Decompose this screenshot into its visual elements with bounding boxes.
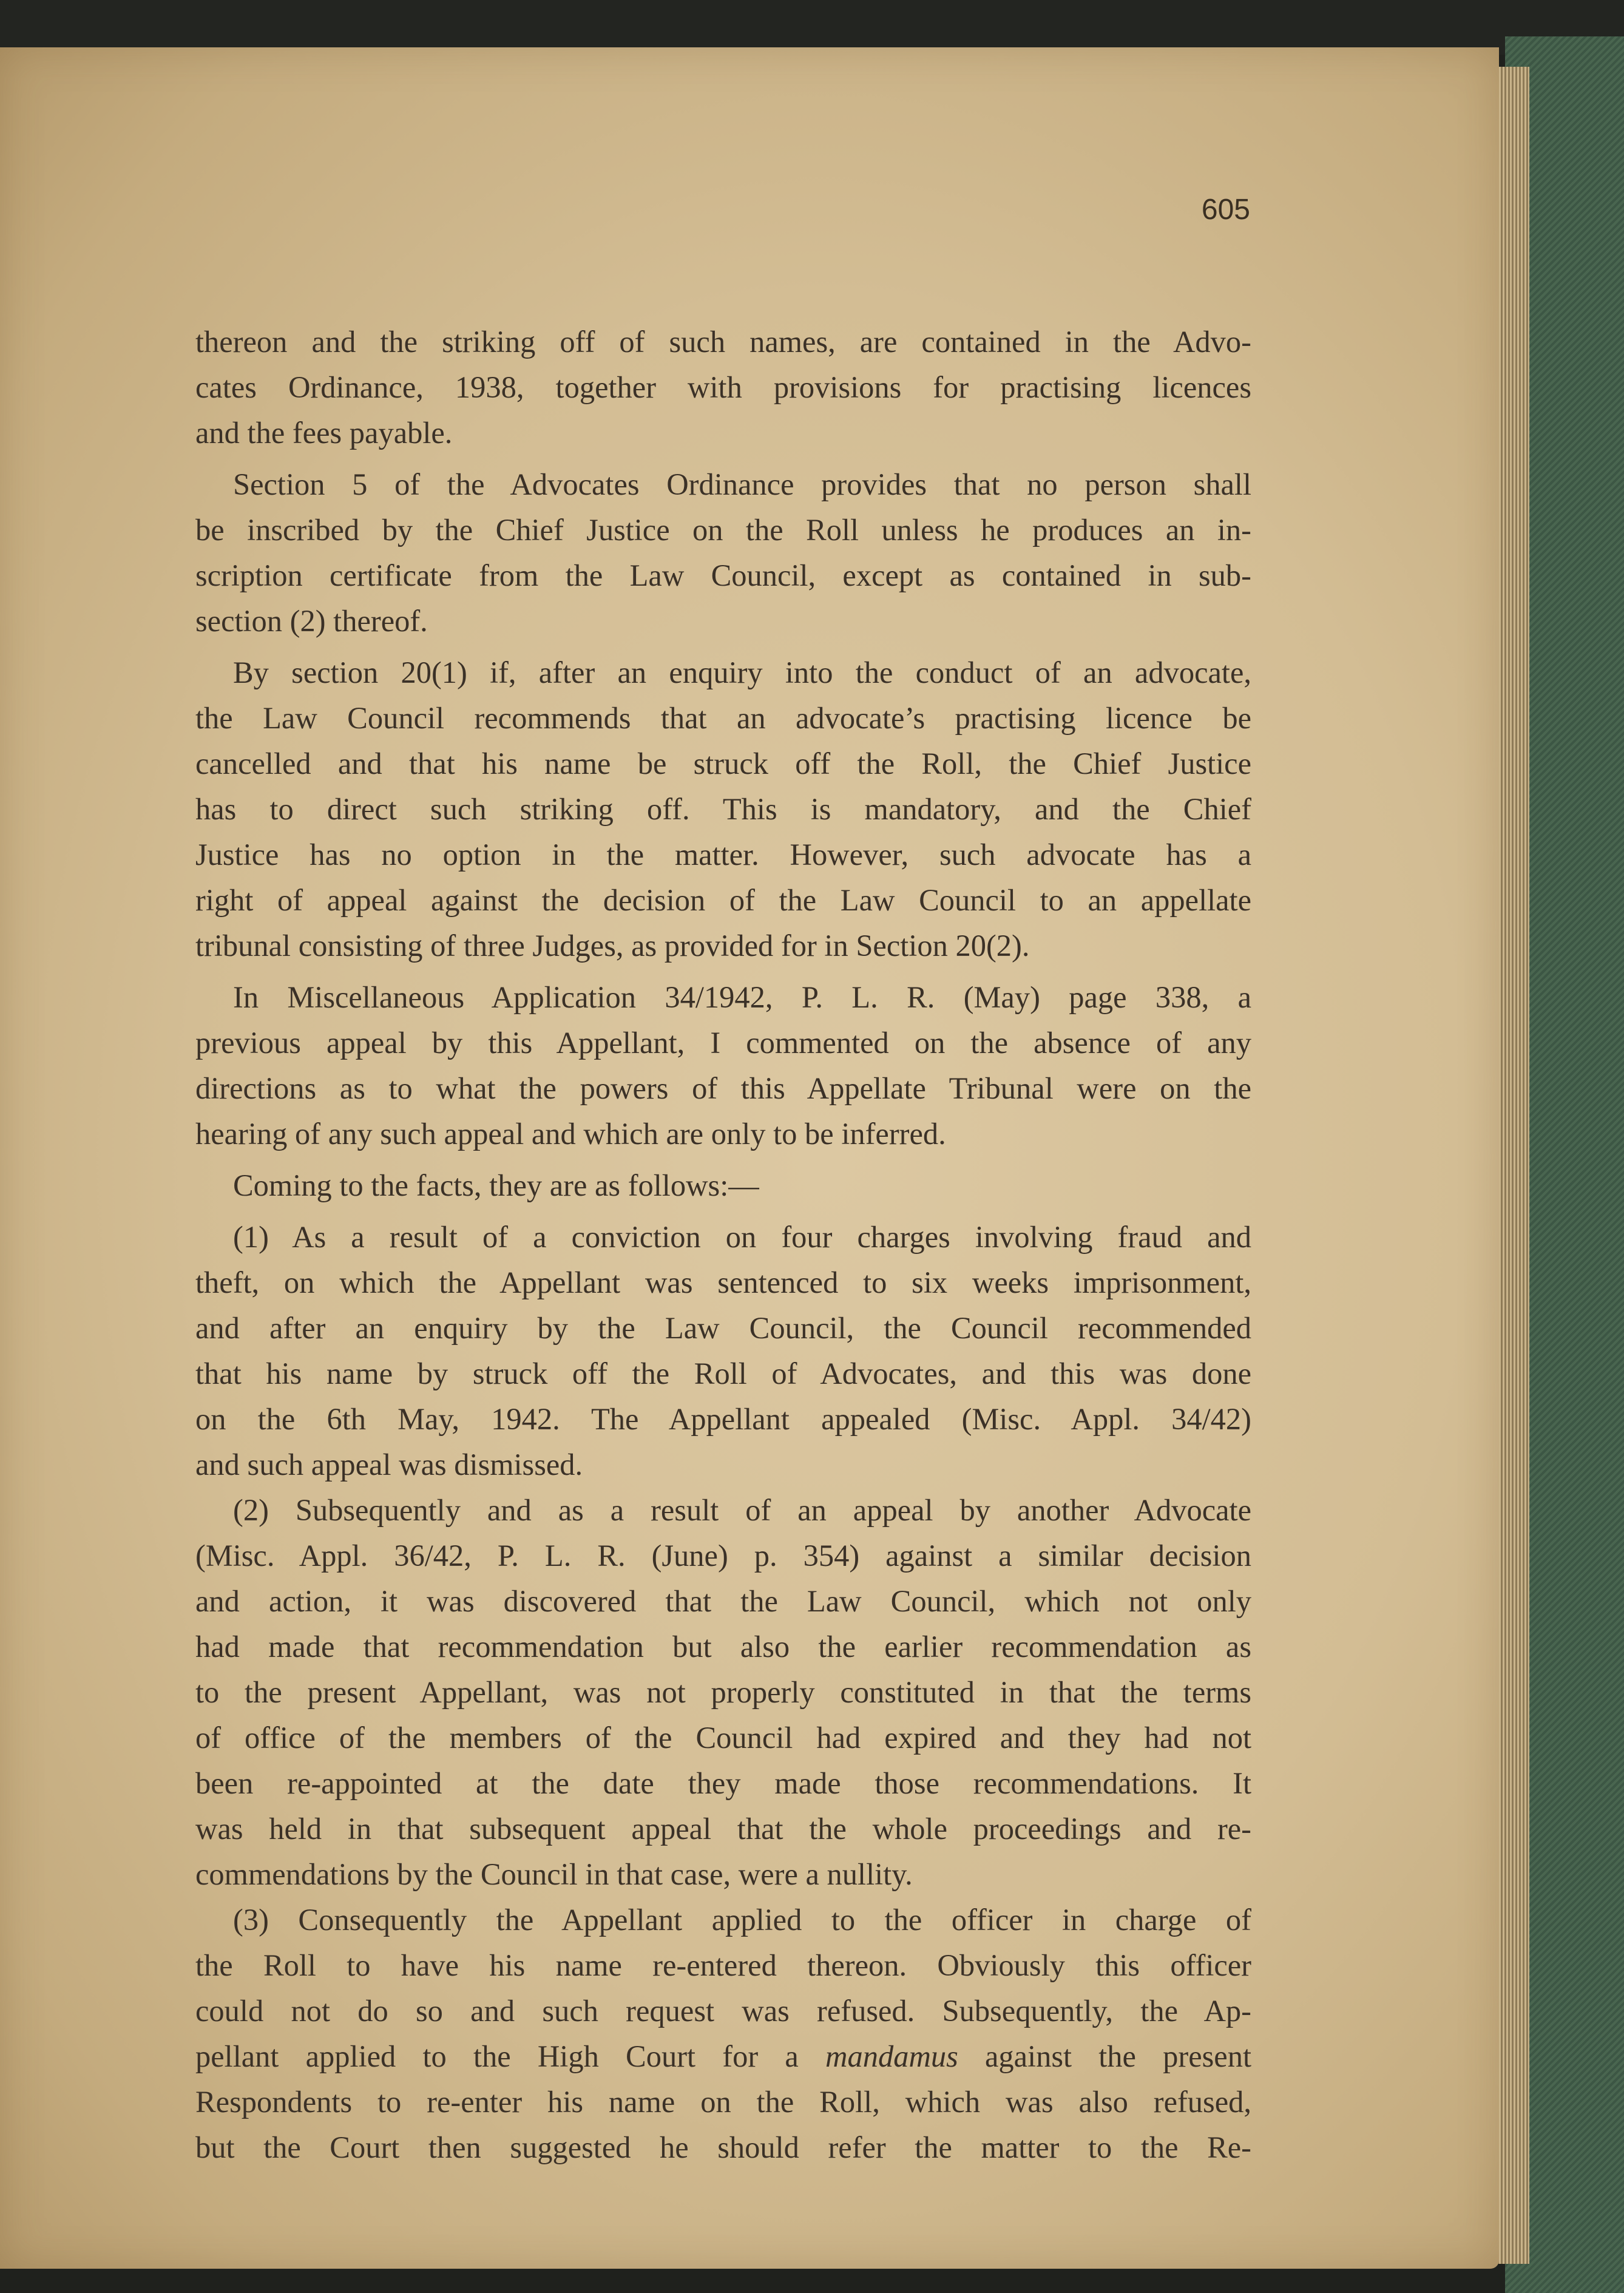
text-line: (Misc. Appl. 36/42, P. L. R. (June) p. 354) against a similar decision xyxy=(195,1539,1251,1573)
text-line: theft, on which the Appellant was sentenced to six weeks imprisonment, xyxy=(195,1265,1251,1299)
paragraph-section-20 xyxy=(195,650,1251,969)
text-line: the Roll to have his name re-entered thereon. Obviously this officer xyxy=(195,1948,1251,1982)
text-line: has to direct such striking off. This is mandatory, and the Chief xyxy=(195,792,1251,826)
text-line: but the Court then suggested he should refer the matter to the Re- xyxy=(195,2130,1251,2164)
italic-term: mandamus xyxy=(825,2039,958,2073)
text-line: (2) Subsequently and as a result of an appeal by another Advocate xyxy=(233,1493,1251,1527)
text-line: By section 20(1) if, after an enquiry into the conduct of an advocate, xyxy=(233,655,1251,689)
book-page xyxy=(0,47,1499,2269)
text-line: commendations by the Council in that case, were a nullity. xyxy=(195,1857,913,1891)
text-line: hearing of any such appeal and which are only to be inferred. xyxy=(195,1117,946,1151)
text-line: directions as to what the powers of this Appellate Tribunal were on the xyxy=(195,1071,1251,1105)
text-line: on the 6th May, 1942. The Appellant appealed (Misc. Appl. 34/42) xyxy=(195,1402,1251,1436)
paragraph-fact-2 xyxy=(195,1488,1251,1897)
text-line: Justice has no option in the matter. However, such advocate has a xyxy=(195,838,1251,872)
paragraph-section-5 xyxy=(195,462,1251,644)
text-line: was held in that subsequent appeal that the whole proceedings and re- xyxy=(195,1812,1251,1846)
text-line: Respondents to re-enter his name on the Roll, which was also refused, xyxy=(195,2085,1251,2119)
text-line: previous appeal by this Appellant, I commented on the absence of any xyxy=(195,1026,1251,1060)
text-line: In Miscellaneous Application 34/1942, P. L. R. (May) page 338, a xyxy=(233,980,1251,1014)
paragraph-fact-3 xyxy=(195,1897,1251,2170)
text-line: (1) As a result of a conviction on four charges involving fraud and xyxy=(233,1220,1251,1254)
text-line: had made that recommendation but also the earlier recommendation as xyxy=(195,1630,1251,1664)
text-line: pellant applied to the High Court for a mandamus against the present xyxy=(195,2039,1251,2073)
text-line: section (2) thereof. xyxy=(195,604,428,638)
text-line: of office of the members of the Council had expired and they had not xyxy=(195,1721,1251,1755)
text-line: cates Ordinance, 1938, together with provisions for practising licences xyxy=(195,370,1251,404)
text-line: and the fees payable. xyxy=(195,416,453,450)
paragraph-facts-intro xyxy=(195,1163,1251,1208)
paragraph-continuation xyxy=(195,319,1251,456)
page-number: 605 xyxy=(1201,194,1250,226)
text-line: (3) Consequently the Appellant applied to the officer in charge of xyxy=(233,1903,1251,1937)
text-line: could not do so and such request was refused. Subsequently, the Ap- xyxy=(195,1994,1251,2028)
text-line: to the present Appellant, was not properly constituted in that the terms xyxy=(195,1675,1251,1709)
text-line: Coming to the facts, they are as follows:— xyxy=(233,1168,759,1202)
text-line: Section 5 of the Advocates Ordinance provides that no person shall xyxy=(233,467,1251,501)
paragraph-fact-1 xyxy=(195,1214,1251,1488)
text-line: and such appeal was dismissed. xyxy=(195,1448,583,1482)
text-line: the Law Council recommends that an advocate’s practising licence be xyxy=(195,701,1251,735)
book-binding-top xyxy=(0,0,1624,55)
text-line: that his name by struck off the Roll of Advocates, and this was done xyxy=(195,1356,1251,1390)
text-line: right of appeal against the decision of the Law Council to an appellate xyxy=(195,883,1251,917)
text-line: and action, it was discovered that the Law Council, which not only xyxy=(195,1584,1251,1618)
body-text xyxy=(195,319,1251,2170)
text-line: scription certificate from the Law Council, except as contained in sub- xyxy=(195,558,1251,592)
paragraph-misc-application xyxy=(195,975,1251,1157)
text-line: be inscribed by the Chief Justice on the Roll unless he produces an in- xyxy=(195,513,1251,547)
text-line: been re-appointed at the date they made those recommendations. It xyxy=(195,1766,1251,1800)
text-line: tribunal consisting of three Judges, as provided for in Section 20(2). xyxy=(195,929,1030,963)
text-line: and after an enquiry by the Law Council, the Council recommended xyxy=(195,1311,1251,1345)
text-line: cancelled and that his name be struck off the Roll, the Chief Justice xyxy=(195,747,1251,781)
text-line: thereon and the striking off of such names, are contained in the Advo- xyxy=(195,325,1251,359)
